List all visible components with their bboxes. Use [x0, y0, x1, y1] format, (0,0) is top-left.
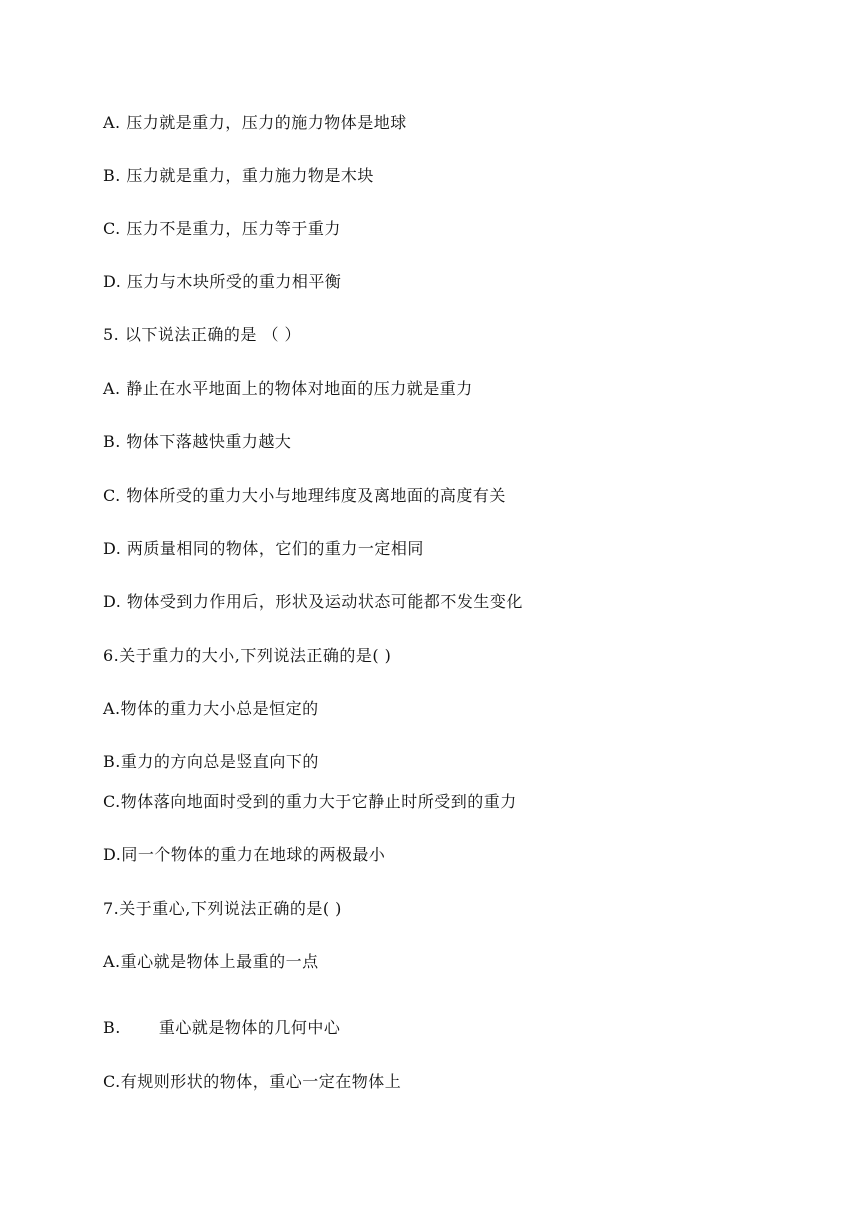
q4-option-c: C. 压力不是重力，压力等于重力 [103, 219, 341, 238]
q7-option-c: C.有规则形状的物体，重心一定在物体上 [103, 1072, 402, 1091]
q7-option-b-text: 重心就是物体的几何中心 [158, 1018, 341, 1037]
q4-option-b: B. 压力就是重力，重力施力物是木块 [103, 166, 374, 185]
q5-option-d2: D. 物体受到力作用后，形状及运动状态可能都不发生变化 [103, 592, 523, 611]
q7-option-a: A.重心就是物体上最重的一点 [103, 952, 319, 971]
q5-option-d: D. 两质量相同的物体，它们的重力一定相同 [103, 539, 424, 558]
q6-option-b: B.重力的方向总是竖直向下的 [103, 752, 319, 771]
q6-option-c: C.物体落向地面时受到的重力大于它静止时所受到的重力 [103, 792, 517, 811]
q5-option-b: B. 物体下落越快重力越大 [103, 432, 292, 451]
q7-option-b [103, 1018, 340, 1038]
q6-stem: 6.关于重力的大小,下列说法正确的是( ) [103, 646, 392, 665]
q5-option-a: A. 静止在水平地面上的物体对地面的压力就是重力 [103, 379, 473, 398]
q7-stem: 7.关于重心,下列说法正确的是( ) [103, 899, 342, 918]
q6-option-d: D.同一个物体的重力在地球的两极最小 [103, 845, 386, 864]
q5-stem: 5. 以下说法正确的是 （ ） [103, 325, 302, 344]
q4-option-d: D. 压力与木块所受的重力相平衡 [103, 272, 342, 291]
q4-option-a: A. 压力就是重力，压力的施力物体是地球 [103, 113, 407, 132]
q7-option-b-letter: B. [103, 1018, 121, 1037]
q5-option-c: C. 物体所受的重力大小与地理纬度及离地面的高度有关 [103, 486, 506, 505]
q6-option-a: A.物体的重力大小总是恒定的 [103, 699, 319, 718]
